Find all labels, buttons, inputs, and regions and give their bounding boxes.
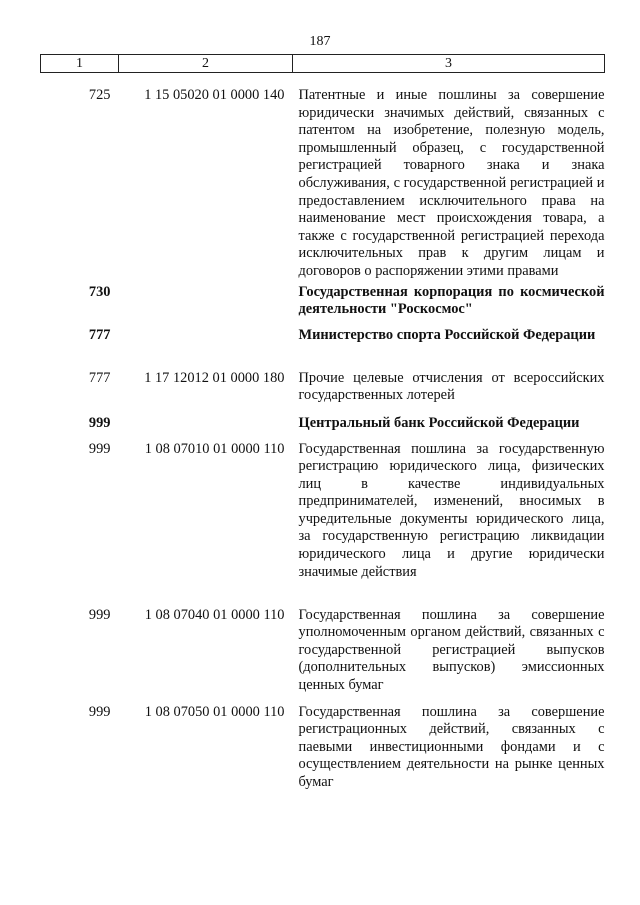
page-number: 187 — [309, 34, 331, 49]
admin-code-cell: 725 — [88, 87, 111, 103]
budget-code-cell: 1 08 07050 01 0000 110 — [144, 703, 285, 720]
description-cell — [293, 370, 605, 415]
table-header — [41, 55, 605, 73]
table-row-section — [41, 415, 605, 441]
description-text: Государственная пошлина за совершение регистрационных действий, связанных с паевыми инвестиционными фондами и с осуществлением деятельности на рынке ценных бумаг — [298, 703, 605, 790]
table-row-section — [41, 284, 605, 327]
budget-code-cell: 1 08 07010 01 0000 110 — [144, 440, 285, 457]
description-cell — [293, 415, 605, 441]
budget-code-cell: 1 17 12012 01 0000 180 — [144, 369, 285, 386]
description-cell — [293, 327, 605, 370]
description-cell — [293, 704, 605, 792]
column-header-3: 3 — [293, 55, 605, 73]
table-row — [41, 73, 605, 284]
description-text: Государственная корпорация по космической деятельности "Роскосмос" — [298, 283, 605, 318]
table-row — [41, 704, 605, 792]
budget-code-cell — [119, 284, 293, 327]
budget-code-cell: 1 08 07040 01 0000 110 — [144, 606, 285, 623]
description-text: Центральный банк Российской Федерации — [298, 414, 580, 431]
admin-code-cell: 999 — [88, 414, 111, 431]
admin-code-cell: 777 — [88, 326, 111, 343]
description-text: Государственная пошлина за совершение уполномоченным органом действий, связанных с государственной регистрацией выпусков (дополнительных выпусков) эмиссионных ценных бумаг — [298, 606, 605, 693]
table-row-section — [41, 327, 605, 370]
budget-code-cell: 1 15 05020 01 0000 140 — [144, 87, 285, 103]
table-row — [41, 370, 605, 415]
description-cell — [293, 284, 605, 327]
admin-code-cell: 777 — [88, 369, 111, 386]
admin-code-cell: 999 — [88, 606, 111, 623]
table-body — [41, 73, 605, 792]
revenue-table — [40, 54, 605, 791]
description-text: Министерство спорта Российской Федерации — [298, 326, 596, 343]
description-cell — [293, 607, 605, 704]
budget-code-cell — [119, 415, 293, 441]
description-cell — [293, 441, 605, 607]
description-cell — [293, 73, 605, 284]
admin-code-cell: 999 — [88, 440, 111, 457]
column-header-2: 2 — [119, 55, 293, 73]
table-row — [41, 441, 605, 607]
description-text: Патентные и иные пошлины за совершение юридически значимых действий, связанных с патентом на изобретение, полезную модель, промышленный образец, с государственной регистрацией товарного знака и знака обслуживания, с государственной регистрацией и предоставлением исключительного права на наименование мест происхождения товара, а также с государственной регистрацией перехода исключительных прав к другим лицам и договоров о распоряжении этими правами — [298, 87, 605, 279]
budget-code-cell — [119, 327, 293, 370]
admin-code-cell: 999 — [88, 703, 111, 720]
column-header-1: 1 — [41, 55, 119, 73]
admin-code-cell: 730 — [88, 283, 111, 300]
description-text: Государственная пошлина за государственную регистрацию юридического лица, физических лиц в качестве индивидуальных предпринимателей, изменений, вносимых в учредительные документы юридического лица, за государственную регистрацию ликвидации юридического лица и другие юридически значимые действия — [298, 440, 605, 580]
table-row — [41, 607, 605, 704]
description-text: Прочие целевые отчисления от всероссийских государственных лотерей — [298, 369, 605, 404]
table-header-row — [41, 55, 605, 73]
